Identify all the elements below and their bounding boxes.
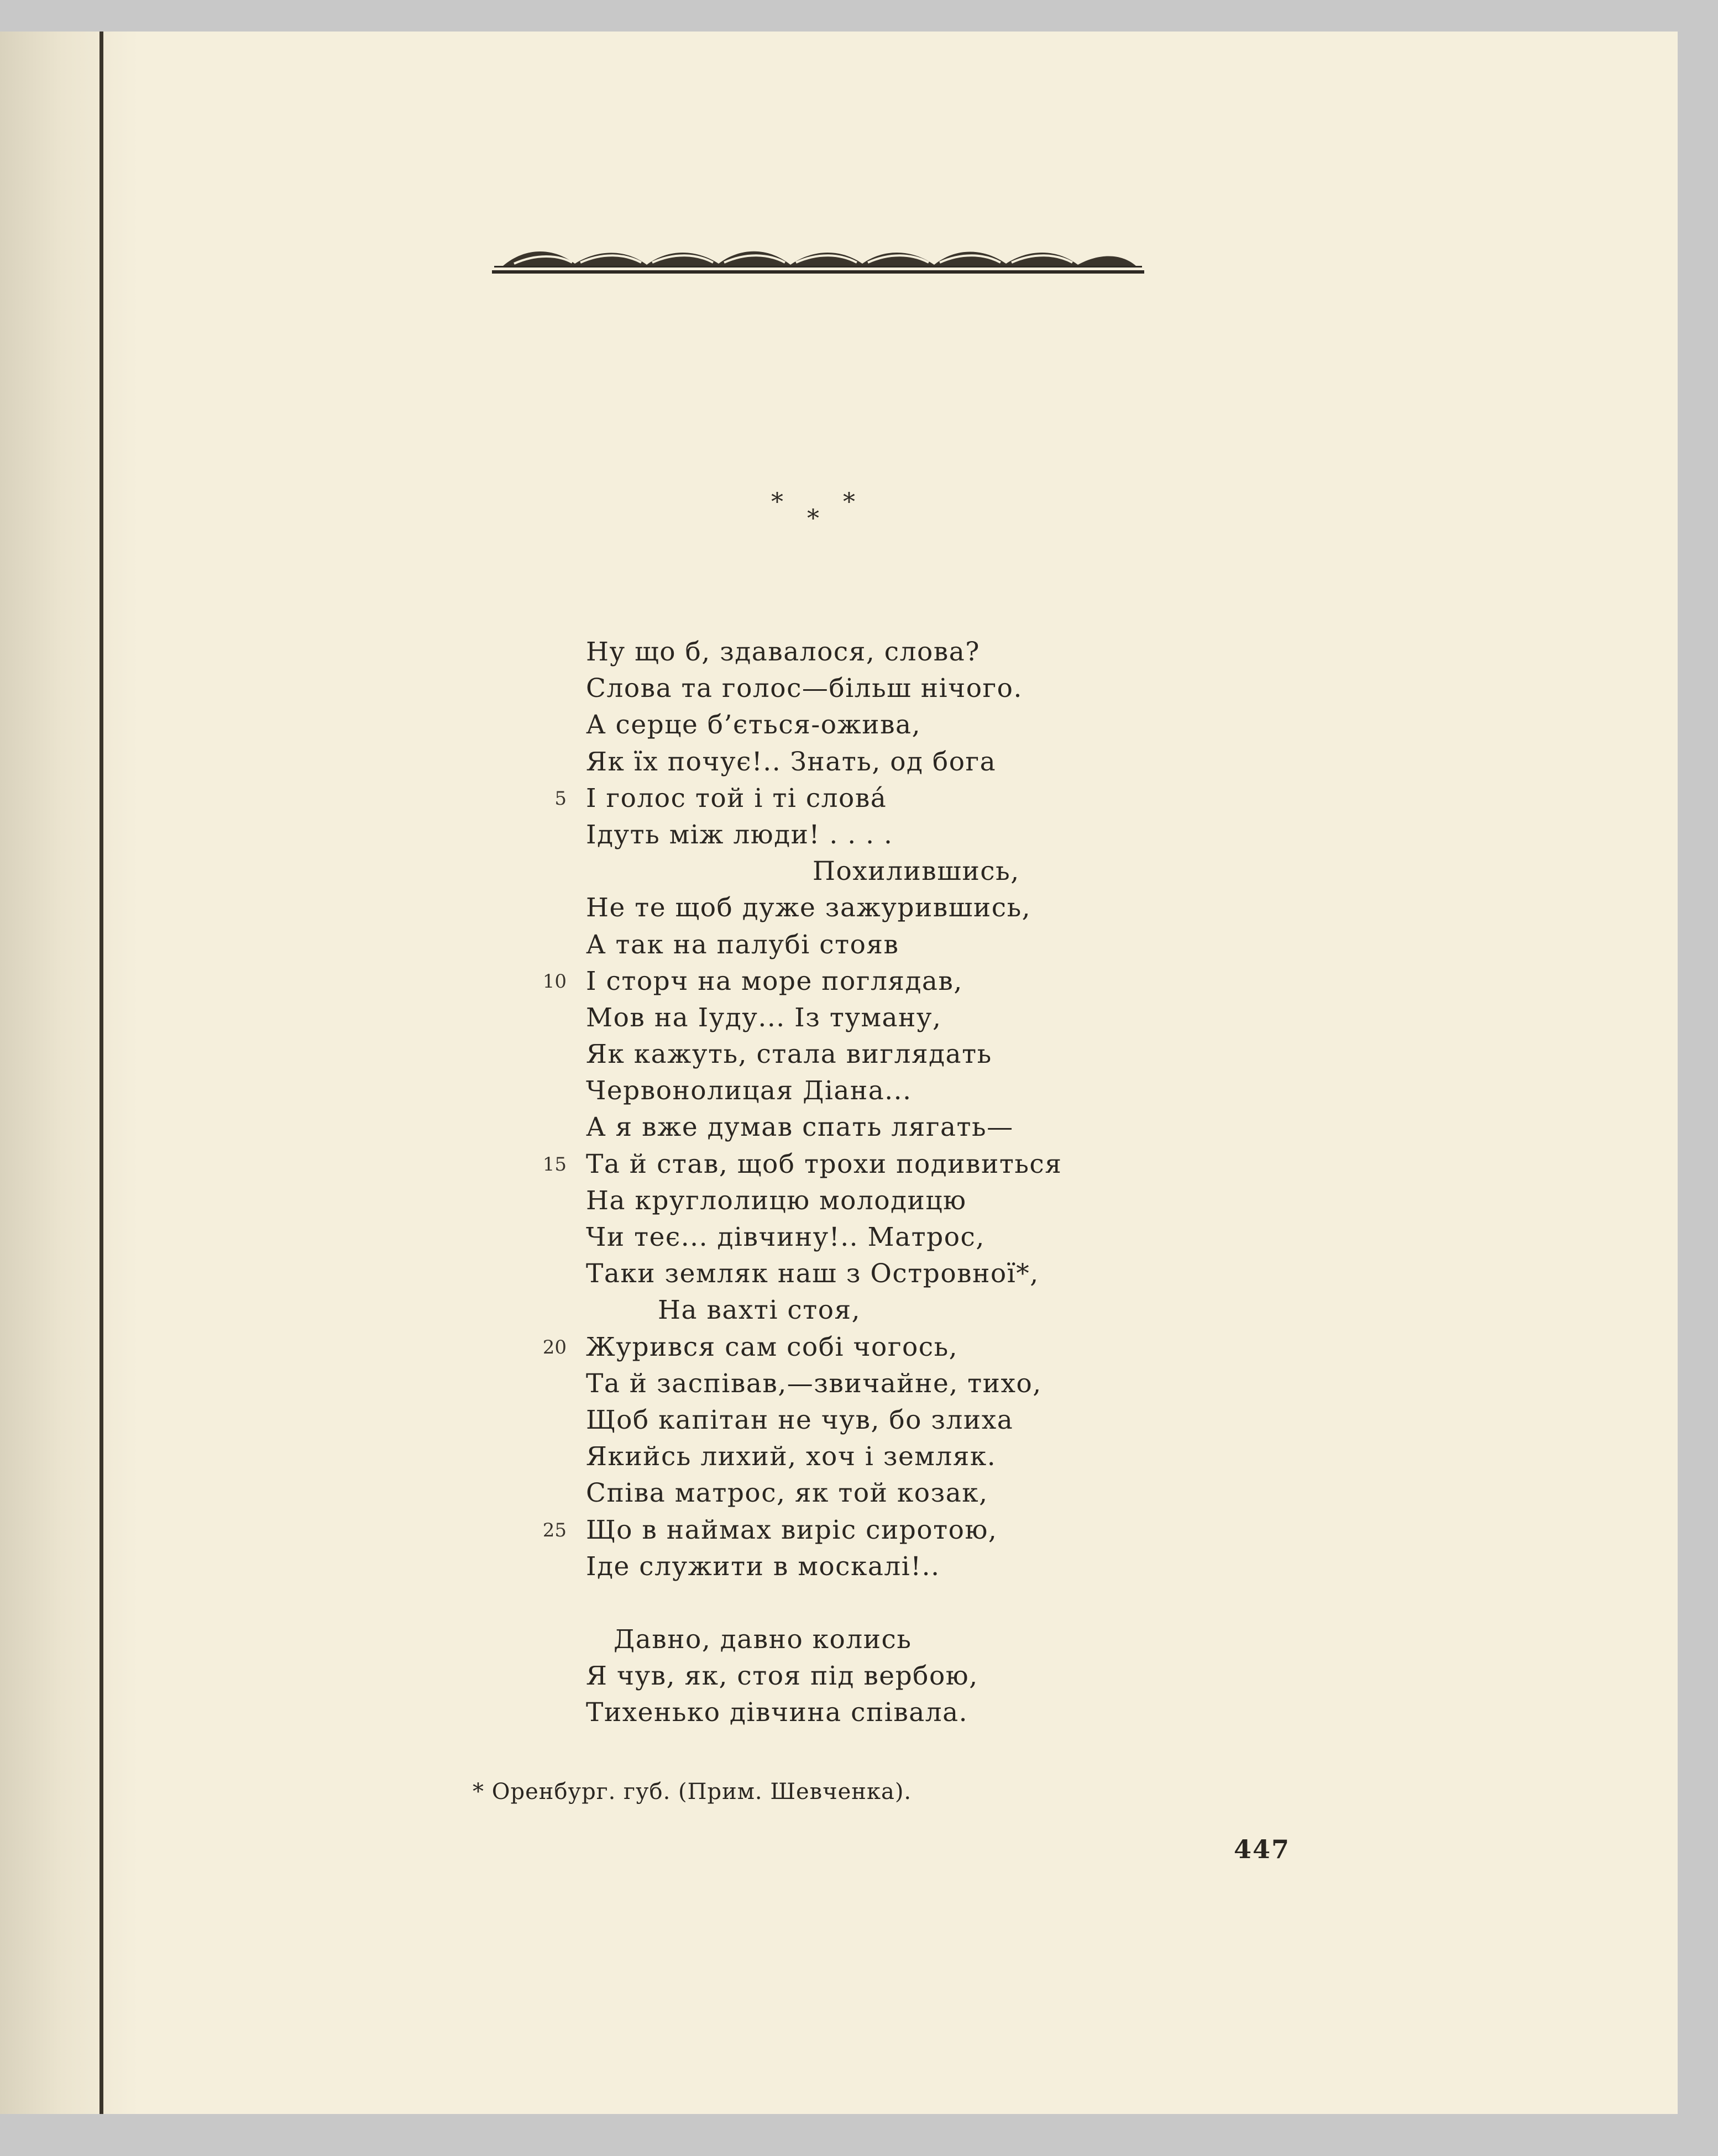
poem-line [586,1219,1062,1256]
poem-line [542,1329,1062,1366]
poem-line [586,1549,1062,1585]
poem-line [542,1146,1062,1183]
line-text: А так на палубі стояв [586,929,899,960]
line-text: Не те щоб дуже зажурившись, [586,893,1031,924]
section-asterism [760,490,876,534]
stanza-break [586,1585,1062,1622]
poem-line [586,1292,1062,1329]
spine-edge [99,32,103,2114]
line-text: Що в наймах виріс сиротою, [586,1514,998,1545]
poem-line [586,707,1062,743]
book-page [0,32,1678,2114]
line-number: 5 [554,787,567,810]
page-number: 447 [1234,1834,1291,1864]
poem-line [586,1109,1062,1146]
line-text: Журився сам собі чогось, [586,1331,958,1362]
line-text: Співа матрос, як той козак, [586,1478,988,1509]
spine-shadow [0,32,138,2114]
poem-line [586,1658,1062,1695]
asterisk: * [807,505,819,533]
asterisk: * [771,488,783,516]
line-text: А я вже думав спать лягать— [586,1112,1014,1143]
line-text: Ідуть між люди! . . . . [586,819,893,850]
line-text: Як їх почує!.. Знать, од бога [586,746,997,777]
poem [542,634,1062,1731]
footnote: * Оренбург. губ. (Прим. Шевченка). [473,1779,912,1804]
line-text: Та й заспівав,—звичайне, тихо, [586,1368,1042,1399]
poem-line [586,1000,1062,1036]
line-number: 20 [542,1336,567,1358]
poem-line [586,1695,1062,1731]
poem-line [586,817,1062,853]
line-text: Як кажуть, стала виглядать [586,1039,992,1070]
poem-line [586,927,1062,963]
line-number: 10 [542,970,567,993]
poem-line [586,634,1062,670]
line-text: Я чув, як, стоя під вербою, [586,1661,978,1692]
poem-line [586,1475,1062,1512]
line-text: Слова та голос—більш нічого. [586,673,1023,704]
line-text: Таки земляк наш з Островної*, [586,1258,1039,1289]
line-text: Похилившись, [813,856,1020,887]
poem-line [542,1512,1062,1549]
line-text: Якийсь лихий, хоч і земляк. [586,1441,997,1472]
poem-line [586,1439,1062,1475]
line-text: І сторч на море поглядав, [586,966,963,996]
asterisk: * [843,488,855,516]
poem-line [586,1183,1062,1219]
poem-line [586,670,1062,707]
poem-line [586,744,1062,780]
poem-line [586,853,1062,890]
line-text: Ну що б, здавалося, слова? [586,637,980,667]
line-text: На круглолицю молодицю [586,1185,967,1216]
line-text: На вахті стоя, [658,1295,861,1326]
poem-line [586,1256,1062,1292]
line-text: Мов на Іуду... Із туману, [586,1002,942,1033]
poem-line [586,1402,1062,1439]
line-text: Чи теє... дівчину!.. Матрос, [586,1222,985,1252]
line-text: І голос той і ті слова́ [586,783,887,814]
poem-line [586,1036,1062,1073]
poem-line [586,1073,1062,1109]
line-text: А серце б’ється-ожива, [586,710,921,741]
decorative-headpiece [492,242,1144,286]
line-number: 15 [542,1153,567,1176]
line-text: Червонолицая Діана... [586,1076,912,1106]
poem-line [542,963,1062,1000]
line-text: Та й став, щоб трохи подивиться [586,1148,1062,1179]
line-number: 25 [542,1519,567,1541]
poem-line [586,1622,1062,1658]
line-text: Тихенько дівчина співала. [586,1697,968,1728]
line-text: Щоб капітан не чув, бо злиха [586,1404,1014,1435]
line-text: Давно, давно колись [614,1624,912,1655]
poem-line [586,1366,1062,1402]
poem-line [586,890,1062,926]
poem-line [554,780,1062,817]
line-text: Іде служити в москалі!.. [586,1551,940,1582]
